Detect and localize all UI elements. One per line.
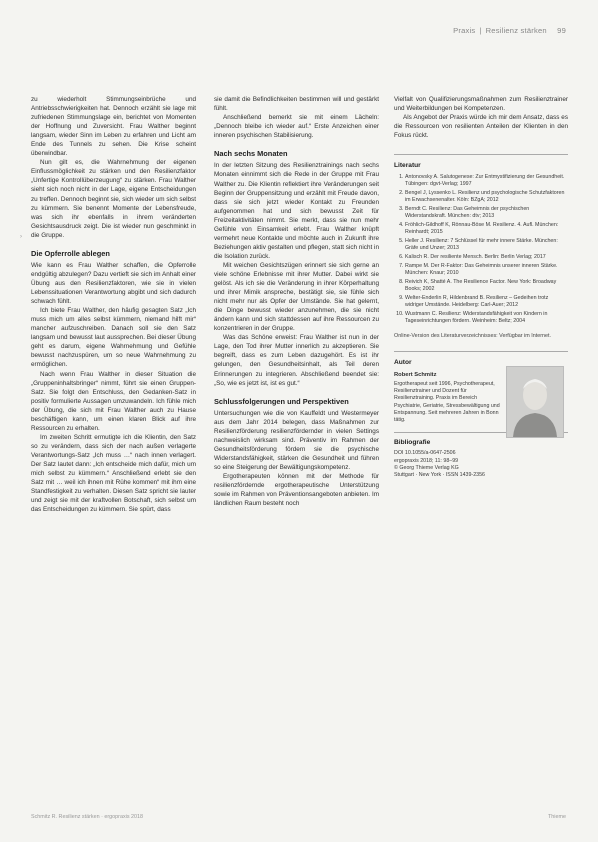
author-name: Robert Schmitz bbox=[394, 371, 437, 378]
paragraph: Nun gilt es, die Wahrnehmung der eigenen Einflussmöglichkeit zu stärken und den Resilienzfaktor „Unfertige Kontrollüberzeugung“ zu stärken. Frau Walther sieht sich noch nicht in der Lage, eigene Entscheidungen zu treffen. Dennoch beginnt sie, sich wieder um sich selbst zu kümmern. Sie benennt Momente der Lebensfreude, was sich ihr ebenfalls in ihrem veränderten Gesichtsausdruck zeigt. Die ist wieder nun geschminkt in die Gruppe. bbox=[31, 159, 196, 239]
margin-mark: › bbox=[20, 234, 22, 240]
literature-item: 9. Welter-Enderlin R, Hildenbrand B. Resilienz – Gedeihen trotz widriger Umstände. Heidelberg: Carl-Auer; 2012 bbox=[405, 295, 568, 309]
footer-publisher: Thieme bbox=[548, 814, 566, 820]
column-2 bbox=[214, 95, 379, 508]
literature-item: 1. Antonovsky A. Salutogenese: Zur Entmystifizierung der Gesundheit. Tübingen: dgvt-Verlag; 1997 bbox=[405, 174, 568, 188]
literature-list bbox=[394, 174, 568, 325]
paragraph: Vielfalt von Qualifizierungsmaßnahmen zum Resilienztrainer und Weiterbildungen bei Kompetenzen. bbox=[394, 96, 568, 113]
literature-item: 4. Fröhlich-Gildhoff K, Rönnau-Böse M. Resilienz. 4. Aufl. München: Reinhardt; 2015 bbox=[405, 222, 568, 236]
literature-item: 10. Wustmann C. Resilienz: Widerstandsfähigkeit von Kindern in Tageseinrichtungen fördern. Weinheim: Beltz; 2004 bbox=[405, 311, 568, 325]
section-heading: Schlussfolgerungen und Perspektiven bbox=[214, 396, 349, 406]
section-heading: Nach sechs Monaten bbox=[214, 149, 288, 159]
paragraph: Nach wenn Frau Walther in dieser Situation die „Gruppeninhaltsbringer“ nimmt, führt sie einen Gruppen-Satz. Sie folgt den Entschluss, den Gedanken-Satz in positiv formulierte Aussagen umzuwandeln. Ich fühle mich der Übung, die sich mit Frau Walther auch zu Hause beschäftigen kann, um einen klaren Blick auf ihre Ressourcen zu erhalten. bbox=[31, 370, 196, 432]
literature-box bbox=[394, 154, 568, 341]
author-box bbox=[394, 351, 568, 424]
author-heading: Autor bbox=[394, 358, 412, 366]
paragraph: Wie kann es Frau Walther schaffen, die Opferrolle endgültig abzulegen? Dazu vertieft sie sich im Anhalt einer Übung aus den Resilienzfaktoren, wie sie in vielen Lebenssituationen Verantwortung abgibt und sich dadurch schwach fühlt. bbox=[31, 261, 196, 306]
bibliography-line: ergopraxis 2018; 11: 98–99 bbox=[394, 457, 459, 464]
bibliography-heading: Bibliografie bbox=[394, 439, 431, 447]
online-note: Online-Version des Literaturverzeichnisses: Verfügbar im Internet. bbox=[394, 333, 552, 340]
paragraph: zu wiederholt Stimmungseinbrüche und Antriebsschwierigkeiten hat. Dennoch erzählt sie lage mit zufriedenen Stimmungslage ein, berichtet von Momenten der Hoffnung und Zuversicht. Frau Walther beginnt langsam, wieder Sinn im Leben zu erfahren und Licht am Ende des Tunnels zu sehen. Die Krise scheint überwindbar. bbox=[31, 96, 196, 158]
author-bio: Ergotherapeut seit 1996, Psychotherapeut, Resilienztrainer und Dozent für Resilienztraining. Praxis im Bereich Psychiatrie, Geriatrie, Stressbewältigung und Entspannung. Seit mehreren Jahren in Bonn tätig. bbox=[394, 380, 500, 423]
paragraph: Mit weichen Gesichtszügen erinnert sie sich gerne an viele schöne Erlebnisse mit ihrer Mutter. Dabei wirkt sie gelöst. Als ich sie die Veränderung in ihrer Körperhaltung und ihrer Mimik anspreche, bestätigt sie, sie fühle sich nicht mehr nur als Opfer der Umstände. Sie hat gelernt, die Dinge bewusst wieder anzunehmen, die sie nicht ändern kann und sich stattdessen auf ihre Ressourcen zu konzentrieren in der Gruppe. bbox=[214, 261, 379, 333]
literature-item: 3. Berndt C. Resilienz: Das Geheimnis der psychischen Widerstandskraft. München: dtv; 2013 bbox=[405, 206, 568, 220]
paragraph: Ich biete Frau Walther, den häufig gesagten Satz „Ich muss mich um alles selbst kümmern, niemand hilft mir“ mancher aufzuschreiben. Danach soll sie den Satz langsam und bewusst laut aussprechen. Bei dieser Übung geht es darum, eigene Wahrnehmung und Gefühle bewusst nachzuspüren, um so neue Wahrnehmung zu ermöglichen. bbox=[31, 307, 196, 369]
bibliography-line: DOI 10.1055/a-0647-2506 bbox=[394, 450, 456, 457]
paragraph: Was das Schöne erweist: Frau Walther ist nun in der Lage, den Tod ihrer Mutter innerlich zu akzeptieren. Sie begreift, dass es zum Leben dazugehört. Es ist ihr gelungen, den Gesundheitsinhalt, als Teil deren Erinnerungen zu integrieren. Abschließend beendet sie: „So, wie es jetzt ist, ist es gut.“ bbox=[214, 334, 379, 387]
literature-item: 5. Heller J. Resilienz: 7 Schlüssel für mehr innere Stärke. München: Gräfe und Unzer; 2013 bbox=[405, 238, 568, 252]
topic-label: Resilienz stärken bbox=[485, 26, 547, 35]
author-portrait-image bbox=[507, 367, 563, 437]
column-1 bbox=[31, 95, 196, 514]
running-head: Praxis | Resilienz stärken 99 bbox=[453, 26, 566, 35]
footer-citation: Schmitz R. Resilienz stärken · ergopraxis 2018 bbox=[31, 814, 144, 820]
paragraph: In der letzten Sitzung des Resilienztrainings nach sechs Monaten einnimmt sich die Rede in der Gruppe mit Frau Walther zu. Die Klientin reflektiert ihre Veränderungen seit Beginn der Gruppensitzung und erzählt mit Freude davon, dass sie sich jetzt wieder Kontakt zu Freunden aufgenommen hat und sich bewusst Zeit für Freizeitaktivitäten nimmt. Sie merkt, dass sie nun mehr Gefühle von Einsamkeit erlebt. Frau Walther knüpft vermehrt neue Kontakte und möchte auch in Zukunft ihre Beziehungen aktiv gestalten und pflegen, statt sich nicht in die Isolation zurück. bbox=[214, 162, 379, 260]
literature-item: 8. Reivich K, Shatté A. The Resilience Factor. New York: Broadway Books; 2002 bbox=[405, 279, 568, 293]
paragraph: Untersuchungen wie die von Kauffeldt und Westermeyer aus dem Jahr 2014 belegen, dass Maßnahmen zur Resilienzförderung resilienzfördernder in vielen Settings nachweislich wirksam sind. Präventiv im Rahmen der Gesundheitsförderung fördern sie die psychische Widerstandsfähigkeit, stärken die Gesundheit und führen so eine Steigerung der Bewältigungskompetenz. bbox=[214, 409, 379, 472]
section-heading: Die Opferrolle ablegen bbox=[31, 248, 110, 258]
column-3 bbox=[394, 95, 568, 479]
literature-item: 6. Kalisch R. Der resiliente Mensch. Berlin: Berlin Verlag; 2017 bbox=[405, 254, 568, 261]
literature-item: 2. Bengel J, Lyssenko L. Resilienz und psychologische Schutzfaktoren im Erwachsenenalter. Köln: BZgA; 2012 bbox=[405, 190, 568, 204]
bibliography-line: © Georg Thieme Verlag KG bbox=[394, 464, 459, 471]
bibliography-box bbox=[394, 432, 568, 479]
paragraph: sie damit die Befindlichkeiten bestimmen will und gestärkt fühlt. bbox=[214, 96, 379, 113]
paragraph: Ergotherapeuten können mit der Methode für resilienzfördernde ergotherapeutische Unterstützung sowie im Rahmen von Präventionsangeboten anbieten. Im ländlichen Raum besteht noch bbox=[214, 473, 379, 508]
bibliography-line: Stuttgart · New York · ISSN 1439-2356 bbox=[394, 472, 485, 479]
section-label: Praxis bbox=[453, 26, 476, 35]
paragraph: Im zweiten Schritt ermutigte ich die Klientin, den Satz so zu verändern, dass sich der nach außen verlagerte Verantwortungs-Satz „Ich muss …“ nach innen verlagert. Der Satz lautet dann: „Ich entscheide mich dafür, mich um mich selbst zu kümmern.“ Anschließend erlebt sie den Satz mit … weil ich ihnen mit Rühe kommen“ mit ihm eine Standfestigkeit zu verhalten. Diesen Satz spricht sie lauter und zeigt sie mit der kraftvollen Botschaft, sich selbst um das Entscheidungen zu kümmern. Sie spürt, dass bbox=[31, 433, 196, 514]
paragraph: Anschließend bemerkt sie mit einem Lächeln: „Dennoch bleibe ich wieder auf.“ Erste Anzeichen einer inneren psychischen Stabilisierung. bbox=[214, 114, 379, 140]
literature-heading: Literatur bbox=[394, 162, 421, 170]
page-number: 99 bbox=[557, 26, 566, 35]
literature-item: 7. Rampe M. Der R-Faktor: Das Geheimnis unserer inneren Stärke. München: Knaur; 2010 bbox=[405, 263, 568, 277]
author-photo bbox=[506, 366, 564, 438]
paragraph: Als Angebot der Praxis würde ich mir dem Ansatz, dass es die Ressourcen von resilienten Anteilen der Klienten in den Fokus rückt. bbox=[394, 114, 568, 140]
